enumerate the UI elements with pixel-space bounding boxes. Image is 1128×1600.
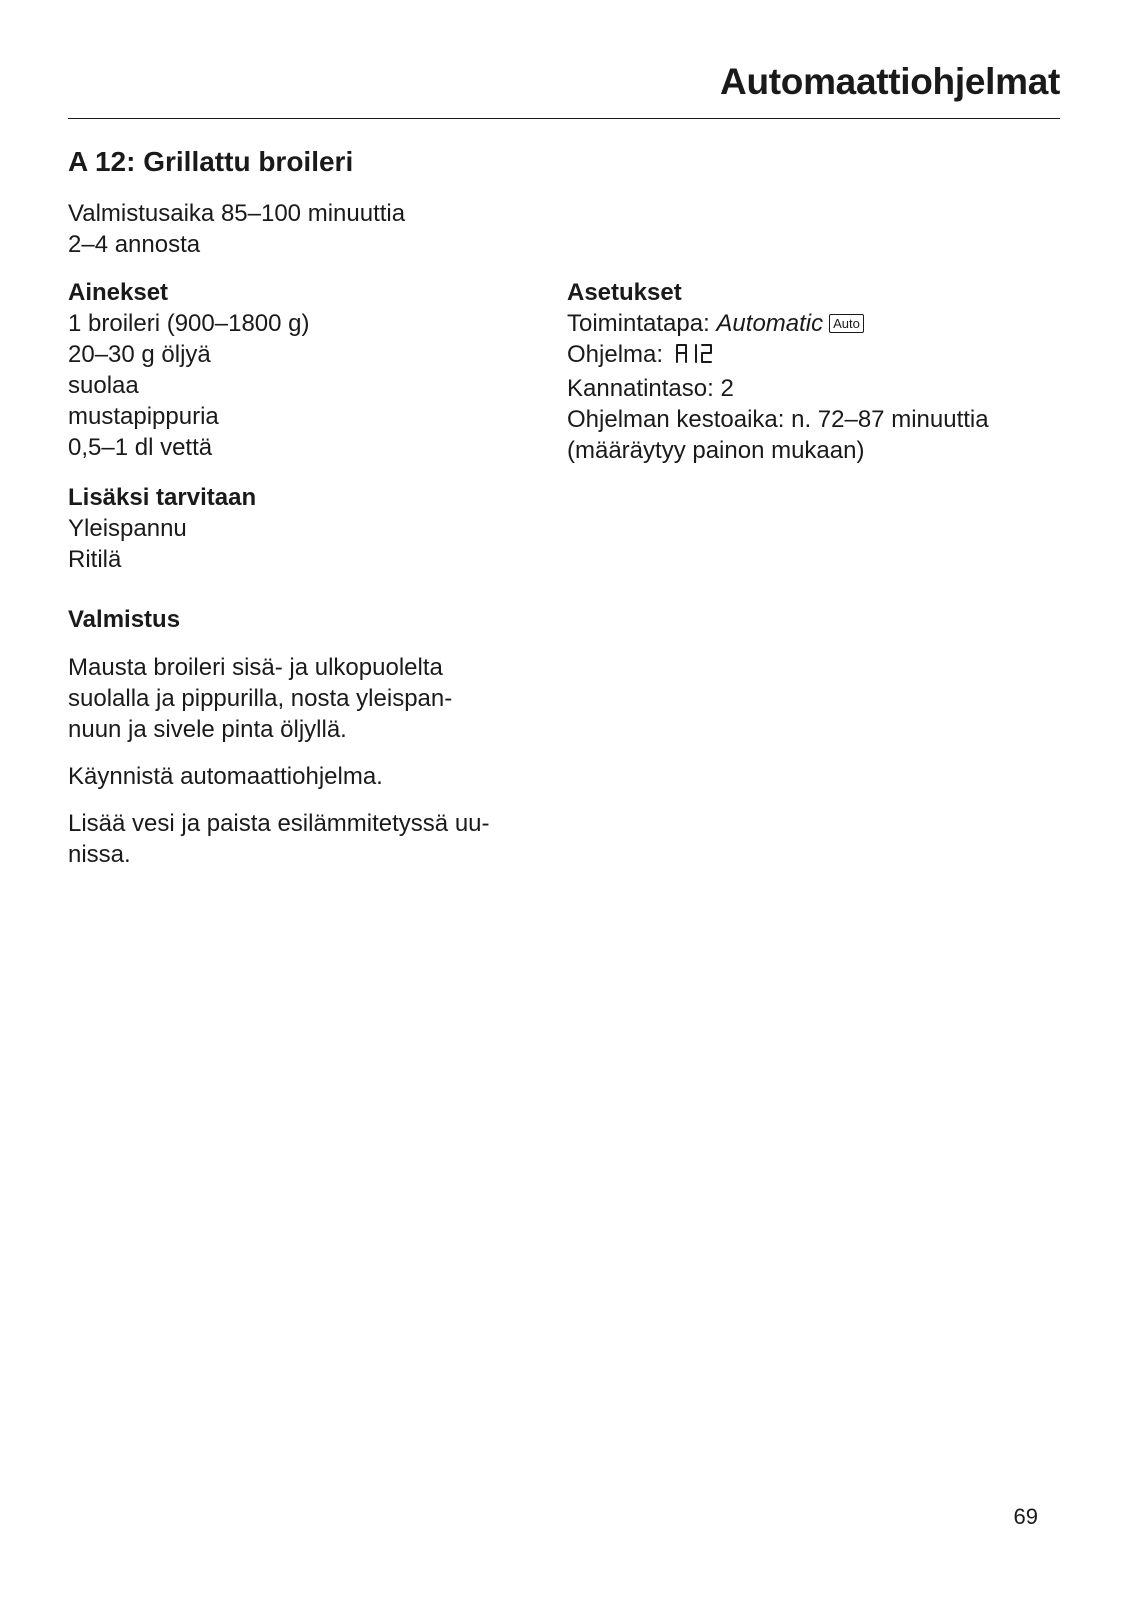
preparation-line: Mausta broileri sisä- ja ulkopuolelta [68, 654, 443, 681]
preparation-line: Lisää vesi ja paista esilämmitetyssä uu- [68, 810, 490, 837]
recipe-title: A 12: Grillattu broileri [68, 146, 354, 177]
mode-value: Automatic [716, 310, 824, 337]
program-duration: Ohjelman kestoaika: n. 72–87 minuuttia [567, 406, 989, 433]
auto-mode-icon: Auto [829, 314, 864, 333]
mode-label: Toimintatapa: [567, 310, 710, 337]
recipe-meta [68, 198, 405, 260]
ingredient-item: mustapippuria [68, 403, 219, 430]
left-column [68, 277, 548, 594]
preparation-line: suolalla ja pippurilla, nosta yleispan- [68, 685, 453, 712]
preparation-paragraph [68, 652, 548, 745]
equipment-heading: Lisäksi tarvitaan [68, 484, 257, 511]
ingredients-block [68, 277, 548, 463]
right-column [567, 277, 1067, 485]
equipment-item: Yleispannu [68, 515, 187, 542]
preparation-line: Käynnistä automaattiohjelma. [68, 763, 383, 790]
equipment-block [68, 482, 548, 575]
settings-heading: Asetukset [567, 279, 682, 306]
servings: 2–4 annosta [68, 231, 201, 258]
program-display-icon [674, 341, 718, 373]
preparation-line: nuun ja sivele pinta öljyllä. [68, 716, 347, 743]
ingredient-item: 1 broileri (900–1800 g) [68, 310, 310, 337]
ingredient-item: suolaa [68, 372, 139, 399]
equipment-item: Ritilä [68, 546, 122, 573]
rack-level: Kannatintaso: 2 [567, 375, 734, 402]
ingredients-heading: Ainekset [68, 279, 169, 306]
header-divider [68, 118, 1060, 119]
settings-block [567, 277, 1067, 466]
mode-line [567, 308, 1067, 339]
preparation-heading: Valmistus [68, 606, 181, 633]
preparation-line: nissa. [68, 841, 131, 868]
preparation-paragraph [68, 808, 548, 870]
cooking-time: Valmistusaika 85–100 minuuttia [68, 200, 406, 227]
section-title: Automaattiohjelmat [720, 61, 1060, 102]
program-line [567, 339, 1067, 373]
page-number: 69 [1013, 1504, 1038, 1529]
preparation-paragraph [68, 761, 548, 792]
ingredient-item: 0,5–1 dl vettä [68, 434, 213, 461]
segment-display-a12-icon [674, 341, 718, 365]
program-label: Ohjelma: [567, 341, 664, 368]
program-duration-note: (määräytyy painon mukaan) [567, 437, 865, 464]
preparation-steps [68, 652, 548, 886]
ingredient-item: 20–30 g öljyä [68, 341, 211, 368]
